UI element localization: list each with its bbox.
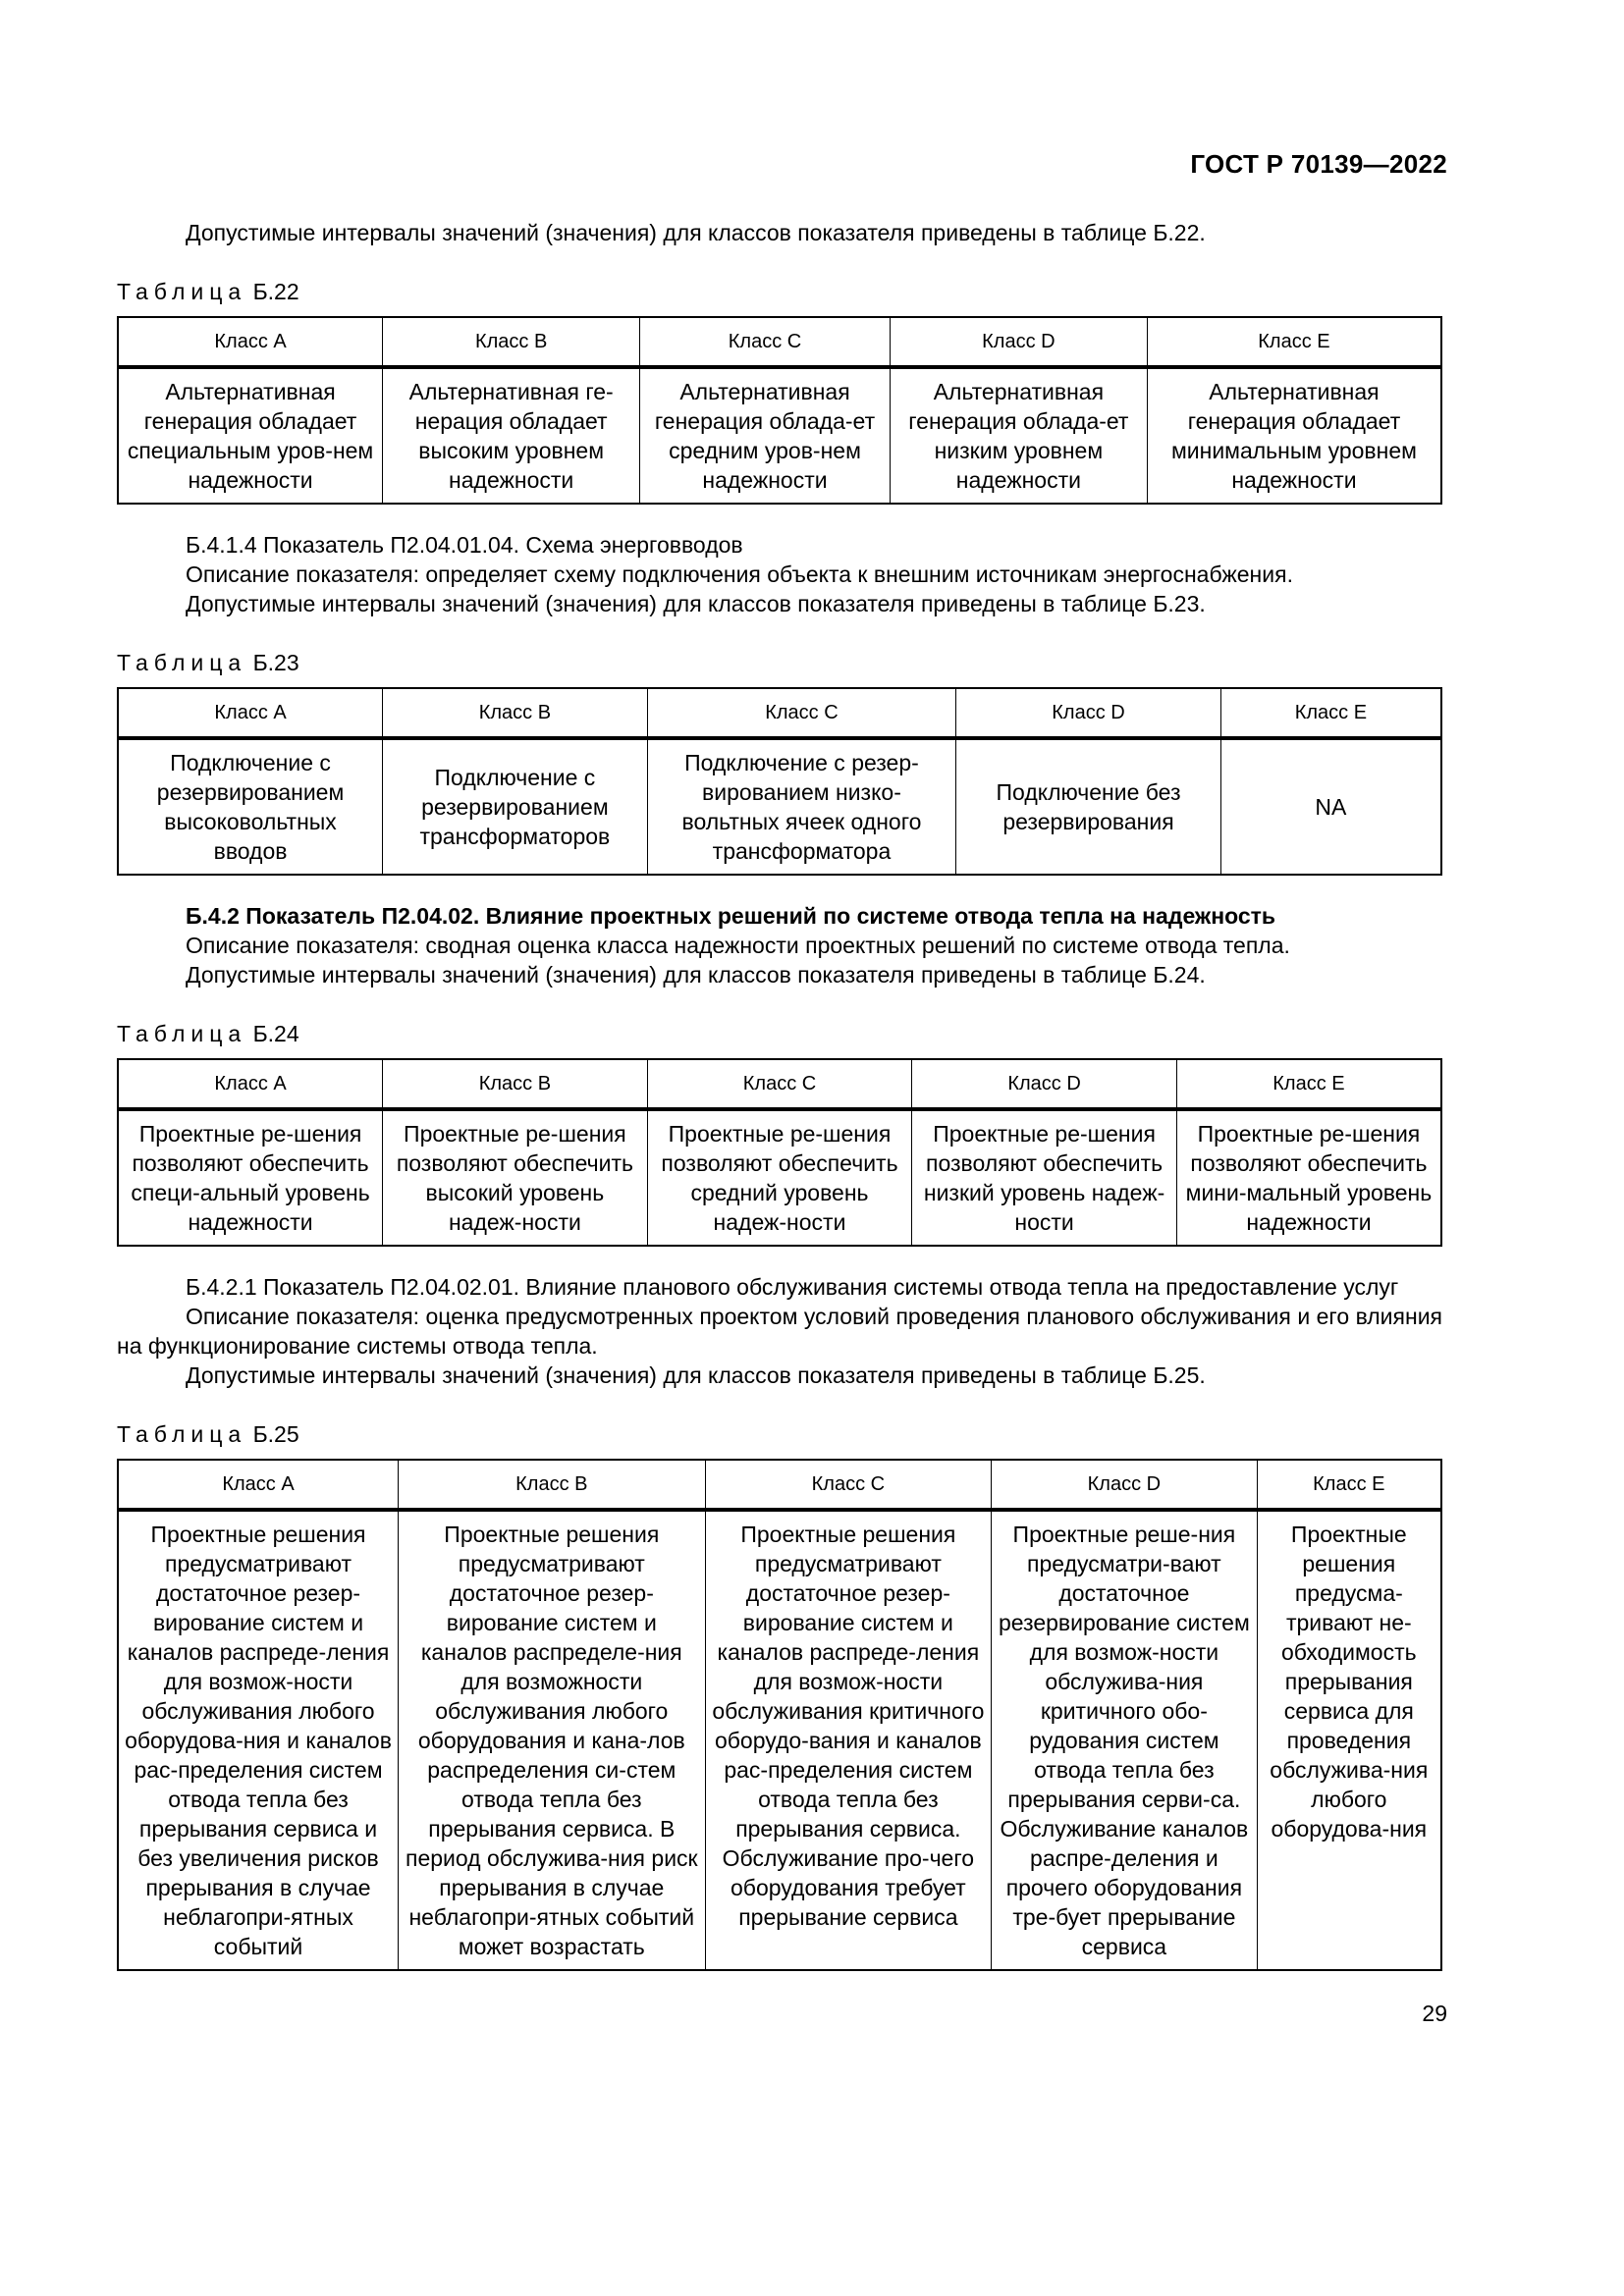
header-cell-class-b: Класс B: [399, 1460, 706, 1510]
cell-class-a: Подключение с резервированием высоковольтных вводов: [118, 738, 383, 875]
header-cell-class-d: Класс D: [890, 317, 1147, 367]
cell-class-e: NA: [1220, 738, 1441, 875]
table-b24: [117, 1058, 1442, 1247]
cell-class-e: Проектные ре-шения позволяют обеспечить мини-мальный уровень надежности: [1176, 1109, 1441, 1246]
table-caption-word: Таблица: [117, 650, 247, 675]
section-description-b421: Описание показателя: оценка предусмотренных проектом условий проведения планового обслуживания и его влияния на функционирование системы отвода тепла.: [117, 1304, 1442, 1359]
table-caption-b22: [117, 277, 1442, 306]
cell-class-c: Проектные ре-шения позволяют обеспечить средний уровень надеж-ности: [647, 1109, 912, 1246]
cell-class-b: Альтернативная ге-нерация обладает высоким уровнем надежности: [383, 367, 640, 504]
table-row: [118, 738, 1441, 875]
cell-class-e: Проектные решения предусма-тривают не-обходимость прерывания сервиса для проведения обслужива-ния любого оборудова-ния: [1257, 1510, 1441, 1970]
table-row: [118, 367, 1441, 504]
section-intervals-b42: Допустимые интервалы значений (значения) для классов показателя приведены в таблице Б.24.: [186, 962, 1206, 988]
table-caption-word: Таблица: [117, 1021, 247, 1046]
header-cell-class-c: Класс C: [647, 1059, 912, 1109]
header-cell-class-c: Класс C: [705, 1460, 992, 1510]
cell-class-c: Проектные решения предусматривают достаточное резер-вирование систем и каналов распреде-ления для возмож-ности обслуживания критичного оборудо-вания и каналов рас-пределения систем отвода тепла без прерывания сервиса. Обслуживание про-чего оборудования требует прерывание сервиса: [705, 1510, 992, 1970]
table-caption-b25: [117, 1419, 1442, 1449]
table-header-row: [118, 317, 1441, 367]
cell-class-e: Альтернативная генерация обладает минимальным уровнем надежности: [1147, 367, 1441, 504]
table-header-row: [118, 1460, 1441, 1510]
section-description-b414: Описание показателя: определяет схему подключения объекта к внешним источникам энергоснабжения.: [186, 561, 1293, 587]
header-cell-class-e: Класс E: [1220, 688, 1441, 738]
header-cell-class-a: Класс A: [118, 688, 383, 738]
page-content: [117, 218, 1442, 1971]
header-cell-class-a: Класс A: [118, 1460, 399, 1510]
table-caption-b23: [117, 648, 1442, 677]
header-cell-class-e: Класс E: [1176, 1059, 1441, 1109]
section-title-b421: Б.4.2.1 Показатель П2.04.02.01. Влияние планового обслуживания системы отвода тепла на предоставление услуг: [186, 1274, 1399, 1300]
table-b23: [117, 687, 1442, 876]
table-header-row: [118, 1059, 1441, 1109]
intro-paragraph: Допустимые интервалы значений (значения) для классов показателя приведены в таблице Б.22.: [186, 220, 1206, 245]
table-caption-number: Б.25: [252, 1421, 299, 1447]
table-caption-number: Б.22: [252, 279, 299, 304]
table-caption-b24: [117, 1019, 1442, 1048]
table-caption-word: Таблица: [117, 279, 247, 304]
table-caption-word: Таблица: [117, 1421, 247, 1447]
cell-class-d: Альтернативная генерация облада-ет низким уровнем надежности: [890, 367, 1147, 504]
header-cell-class-e: Класс E: [1147, 317, 1441, 367]
header-cell-class-d: Класс D: [912, 1059, 1177, 1109]
cell-class-d: Проектные ре-шения позволяют обеспечить низкий уровень надеж-ности: [912, 1109, 1177, 1246]
table-caption-number: Б.23: [252, 650, 299, 675]
section-title-b414: Б.4.1.4 Показатель П2.04.01.04. Схема энерговводов: [186, 532, 743, 558]
header-cell-class-e: Класс E: [1257, 1460, 1441, 1510]
section-title-b42: Б.4.2 Показатель П2.04.02. Влияние проектных решений по системе отвода тепла на надежность: [186, 903, 1276, 929]
cell-class-c: Альтернативная генерация облада-ет средним уров-нем надежности: [640, 367, 891, 504]
header-cell-class-d: Класс D: [956, 688, 1221, 738]
cell-class-d: Подключение без резервирования: [956, 738, 1221, 875]
table-b25: [117, 1459, 1442, 1971]
cell-class-a: Проектные ре-шения позволяют обеспечить специ-альный уровень надежности: [118, 1109, 383, 1246]
table-row: [118, 1109, 1441, 1246]
page-number: 29: [1422, 2001, 1447, 2026]
header-cell-class-a: Класс A: [118, 1059, 383, 1109]
cell-class-c: Подключение с резер-вированием низко-вольтных ячеек одного трансформатора: [647, 738, 956, 875]
table-header-row: [118, 688, 1441, 738]
header-cell-class-a: Класс A: [118, 317, 383, 367]
table-row: [118, 1510, 1441, 1970]
cell-class-b: Подключение с резервированием трансформаторов: [383, 738, 648, 875]
header-cell-class-b: Класс B: [383, 1059, 648, 1109]
cell-class-a: Альтернативная генерация обладает специальным уров-нем надежности: [118, 367, 383, 504]
header-cell-class-c: Класс C: [640, 317, 891, 367]
header-cell-class-d: Класс D: [992, 1460, 1258, 1510]
cell-class-d: Проектные реше-ния предусматри-вают достаточное резервирование систем для возмож-ности обслужива-ния критичного обо-рудования систем отвода тепла без прерывания серви-са. Обслуживание каналов распре-деления и прочего оборудования тре-бует прерывание сервиса: [992, 1510, 1258, 1970]
section-description-b42: Описание показателя: сводная оценка класса надежности проектных решений по системе отвода тепла.: [186, 933, 1290, 958]
cell-class-a: Проектные решения предусматривают достаточное резер-вирование систем и каналов распреде-ления для возмож-ности обслуживания любого оборудова-ния и каналов рас-пределения систем отвода тепла без прерывания сервиса и без увеличения рисков прерывания в случае неблагопри-ятных событий: [118, 1510, 399, 1970]
table-caption-number: Б.24: [252, 1021, 299, 1046]
document-id: ГОСТ Р 70139—2022: [1190, 149, 1447, 179]
section-intervals-b421: Допустимые интервалы значений (значения) для классов показателя приведены в таблице Б.25.: [186, 1362, 1206, 1388]
section-intervals-b414: Допустимые интервалы значений (значения) для классов показателя приведены в таблице Б.23.: [186, 591, 1206, 616]
header-cell-class-b: Класс B: [383, 688, 648, 738]
cell-class-b: Проектные решения предусматривают достаточное резер-вирование систем и каналов распределе-ния для возможности обслуживания любого оборудования и кана-лов распределения си-стем отвода тепла без прерывания сервиса. В период обслужива-ния риск прерывания в случае неблагопри-ятных событий может возрастать: [399, 1510, 706, 1970]
table-b22: [117, 316, 1442, 505]
header-cell-class-b: Класс B: [383, 317, 640, 367]
cell-class-b: Проектные ре-шения позволяют обеспечить высокий уровень надеж-ности: [383, 1109, 648, 1246]
header-cell-class-c: Класс C: [647, 688, 956, 738]
